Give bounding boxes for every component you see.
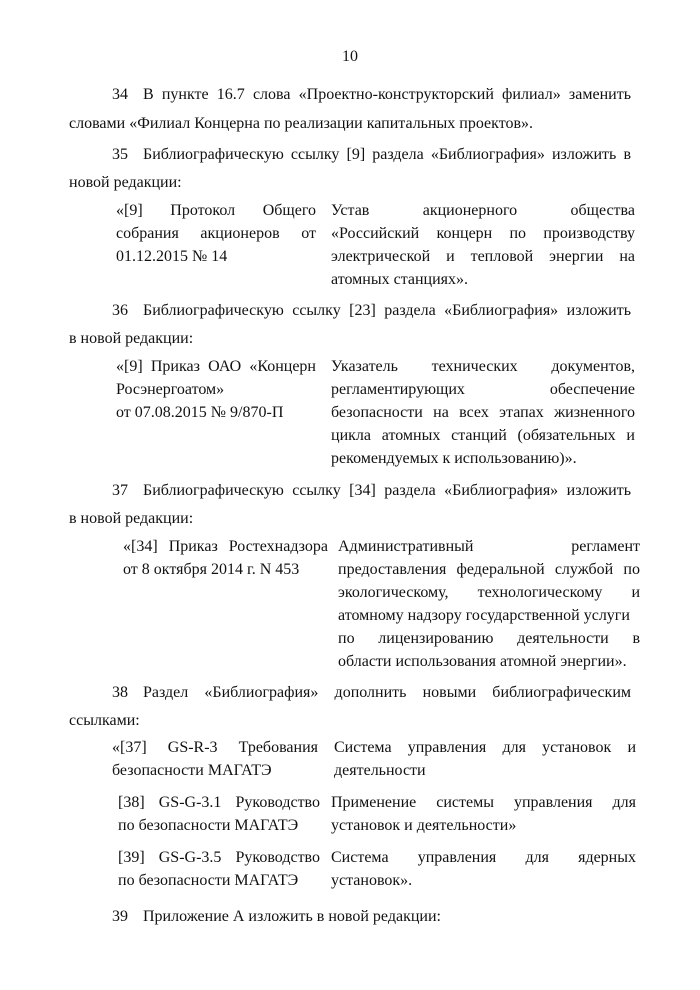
reference-title: Административный регламент предоставления федеральной службой по экологическому, технологическому и атомному надзору государственной услуги по лицензированию деятельности в области использования атомной энергии». (338, 538, 640, 670)
item-text-line: словами «Филиал Концерна по реализации капитальных проектов». (69, 115, 534, 132)
reference-source: «[37] GS-R-3 Требования безопасности МАГАТЭ (112, 739, 318, 779)
reference-title: Система управления для установок и деятельности (334, 739, 636, 779)
item-text-line: Раздел «Библиография» дополнить новыми библиографическим (143, 684, 631, 701)
item-number: 36 (112, 302, 128, 319)
item-number: 37 (112, 482, 128, 499)
reference-title: Применение системы управления для установок и деятельности» (331, 794, 636, 834)
item-text-line: В пункте 16.7 слова «Проектно-конструкторский филиал» заменить (143, 86, 631, 103)
item-text-line: Библиографическую ссылку [34] раздела «Библиография» изложить (143, 482, 631, 499)
reference-title: Устав акционерного общества «Российский концерн по производству электрической и тепловой энергии на атомных станциях». (331, 202, 635, 288)
item-text-line: новой редакции: (69, 174, 182, 191)
reference-source: [39] GS-G-3.5 Руководство по безопасности МАГАТЭ (118, 849, 320, 889)
reference-title: Система управления для ядерных установок». (331, 849, 636, 889)
reference-source: «[34] Приказ Ростехнадзора от 8 октября 2014 г. N 453 (123, 538, 328, 578)
item-number: 34 (112, 86, 128, 103)
item-text-line: в новой редакции: (69, 510, 194, 527)
item-number: 38 (112, 684, 128, 701)
item-text-line: Приложение А изложить в новой редакции: (143, 908, 441, 925)
item-number: 39 (112, 908, 128, 925)
reference-source: «[9] Протокол Общего собрания акционеров от 01.12.2015 № 14 (116, 202, 316, 265)
reference-title: Указатель технических документов, регламентирующих обеспечение безопасности на всех этапах жизненного цикла атомных станций (обязательных и рекомендуемых к использованию)». (331, 358, 635, 467)
item-text-line: в новой редакции: (69, 330, 194, 347)
item-text-line: Библиографическую ссылку [23] раздела «Библиография» изложить (143, 302, 631, 319)
item-text-line: ссылками: (69, 712, 140, 729)
page-number: 10 (342, 48, 358, 65)
reference-source: «[9] Приказ ОАО «Концерн Росэнергоатом» от 07.08.2015 № 9/870-П (116, 358, 316, 421)
reference-source: [38] GS-G-3.1 Руководство по безопасности МАГАТЭ (118, 794, 320, 834)
item-number: 35 (112, 146, 128, 163)
item-text-line: Библиографическую ссылку [9] раздела «Библиография» изложить в (143, 146, 631, 163)
